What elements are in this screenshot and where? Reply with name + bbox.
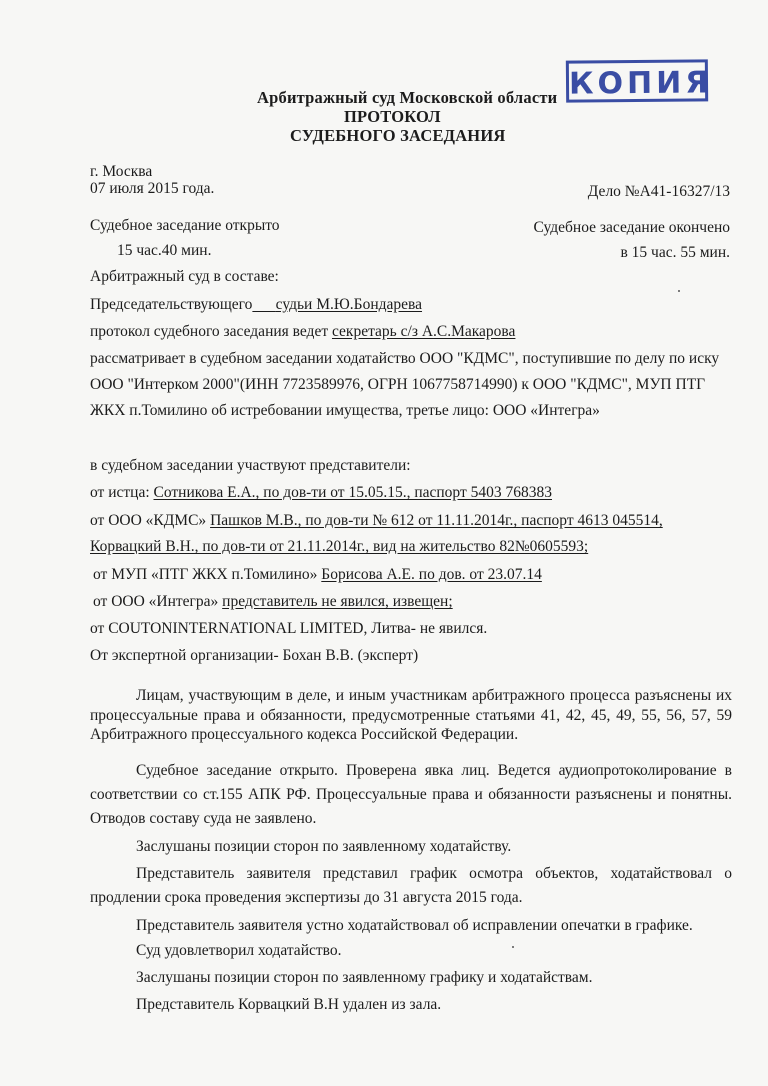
considers-line-3: ЖКХ п.Томилино об истребовании имущества, третье лицо: ООО «Интегра» [90, 402, 600, 419]
court-name: Арбитражный суд Московской области [257, 88, 558, 107]
opened-label: Судебное заседание открыто [90, 217, 280, 234]
protocol-value: секретарь с/з А.С.Макарова [331, 323, 516, 340]
mup-line [93, 566, 542, 584]
couton-line: от COUTONINTERNATIONAL LIMITED, Литва- не явился. [90, 620, 488, 637]
protocol-label: протокол судебного заседания ведет [90, 323, 329, 340]
paragraph-positions-1: Заслушаны позиции сторон по заявленному ходатайству. [136, 838, 512, 855]
date: 07 июля 2015 года. [90, 180, 215, 197]
protocol-title: ПРОТОКОЛ [344, 107, 441, 126]
scan-speck [678, 290, 680, 292]
closed-time: в 15 час. 55 мин. [620, 244, 730, 261]
case-number: Дело №А41-16327/13 [587, 183, 730, 200]
presiding-value: судьи М.Ю.Бондарева [275, 296, 423, 313]
scan-speck [512, 946, 514, 948]
paragraph-typo: Представитель заявителя устно ходатайствовал об исправлении опечатки в графике. [136, 917, 693, 934]
plaintiff-label: от истца: [90, 484, 150, 501]
kdms-value-2: Корвацкий В.Н., по дов-ти от 21.11.2014г., вид на жительство 82№0605593; [90, 538, 589, 555]
copy-stamp: КОПИЯ [566, 59, 708, 102]
plaintiff-line [90, 484, 552, 502]
participants-label: в судебном заседании участвуют представители: [90, 457, 411, 474]
protocol-line [90, 323, 515, 341]
presiding-line [90, 296, 422, 314]
kdms-line [90, 512, 663, 530]
paragraph-positions-2: Заслушаны позиции сторон по заявленному графику и ходатайствам. [136, 969, 593, 986]
presiding-label: Председательствующего [90, 296, 253, 313]
mup-value: Борисова А.Е. по дов. от 23.07.14 [321, 566, 542, 583]
considers-line-1: рассматривает в судебном заседании ходатайство ООО "КДМС", поступившие по делу по иску [90, 350, 720, 367]
integra-line [93, 593, 453, 611]
considers-line-2: ООО "Интерком 2000"(ИНН 7723589976, ОГРН 1067758714990) к ООО "КДМС", МУП ПТГ [90, 376, 706, 393]
mup-label: от МУП «ПТГ ЖКХ п.Томилино» [93, 566, 318, 583]
composition-label: Арбитражный суд в составе: [90, 268, 279, 285]
plaintiff-value: Сотникова Е.А., по дов-ти от 15.05.15., паспорт 5403 768383 [153, 484, 552, 501]
paragraph-schedule: Представитель заявителя представил график осмотра объектов, ходатайствовал о продлении срока проведения экспертизы до 31 августа 2015 года. [90, 865, 732, 906]
kdms-value: Пашков М.В., по дов-ти № 612 от 11.11.2014г., паспорт 4613 045514, [210, 512, 663, 529]
paragraph-session-opened: Судебное заседание открыто. Проверена явка лиц. Ведется аудиопротоколирование в соответствии со ст.155 АПК РФ. Процессуальные права и обязанности разъяснены и понятны. Отводов составу суда не заявлено. [90, 762, 732, 827]
opened-time: 15 час.40 мин. [117, 242, 212, 259]
expert-line: От экспертной организации- Бохан В.В. (эксперт) [90, 647, 419, 664]
paragraph-removed: Представитель Корвацкий В.Н удален из зала. [136, 996, 442, 1013]
paragraph-rights: Лицам, участвующим в деле, и иным участникам арбитражного процесса разъяснены их процессуальные права и обязанности, предусмотренные статьями 41, 42, 45, 49, 55, 56, 57, 59 Арбитражного процессуального кодекса Российской Федерации. [90, 687, 732, 743]
kdms-label: от ООО «КДМС» [90, 512, 207, 529]
paragraph-granted: Суд удовлетворил ходатайство. [136, 942, 342, 959]
integra-label: от ООО «Интегра» [93, 593, 219, 610]
protocol-subtitle: СУДЕБНОГО ЗАСЕДАНИЯ [290, 126, 506, 145]
city: г. Москва [90, 163, 153, 180]
closed-label: Судебное заседание окончено [533, 219, 730, 236]
integra-value: представитель не явился, извещен; [222, 593, 453, 610]
